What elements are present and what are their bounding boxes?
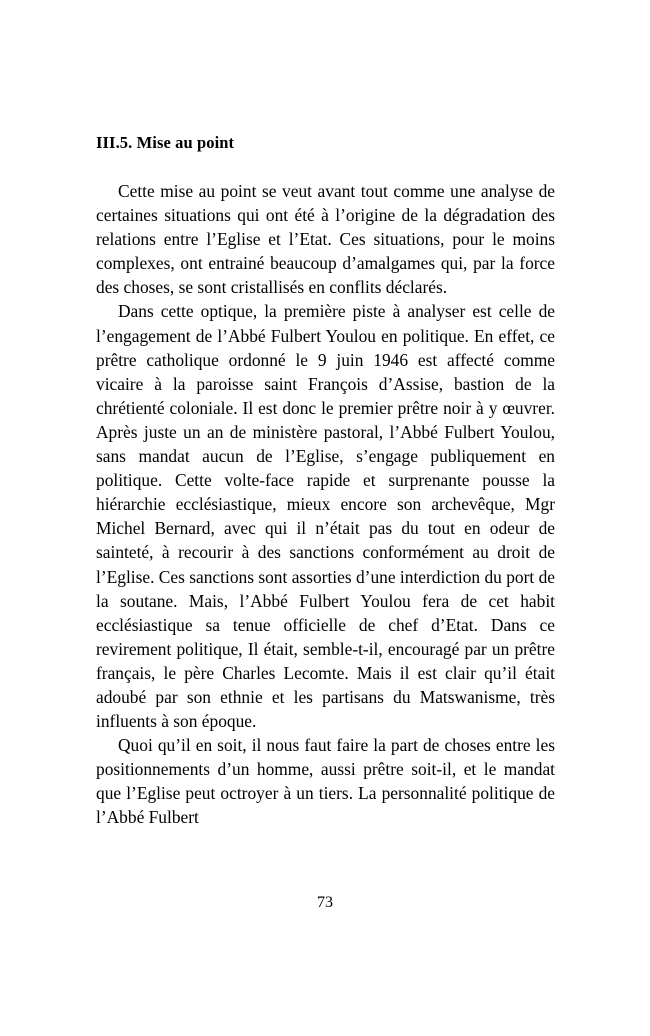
body-paragraph: Dans cette optique, la première piste à analyser est celle de l’engagement de l’Abbé Fulbert Youlou en politique. En effet, ce prêtre catholique ordonné le 9 juin 1946 est affecté comme vicaire à la paroisse saint François d’Assise, bastion de la chrétienté coloniale. Il est donc le premier prêtre noir à y œuvrer. Après juste un an de ministère pastoral, l’Abbé Fulbert Youlou, sans mandat aucun de l’Eglise, s’engage publiquement en politique. Cette volte-face rapide et surprenante pousse la hiérarchie ecclésiastique, mieux encore son archevêque, Mgr Michel Bernard, avec qui il n’était pas du tout en odeur de sainteté, à recourir à des sanctions conformément au droit de l’Eglise. Ces sanctions sont assorties d’une interdiction du port de la soutane. Mais, l’Abbé Fulbert Youlou fera de cet habit ecclésiastique sa tenue officielle de chef d’Etat. Dans ce revirement politique, Il était, semble-t-il, encouragé par un prêtre français, le père Charles Lecomte. Mais il est clair qu’il était adoubé par son ethnie et les partisans du Matswanisme, très influents à son époque. — [96, 301, 555, 732]
body-paragraph: Cette mise au point se veut avant tout comme une analyse de certaines situations qui ont été à l’origine de la dégradation des relations entre l’Eglise et l’Etat. Ces situations, pour le moins complexes, ont entrainé beaucoup d’amalgames qui, par la force des choses, se sont cristallisés en conflits déclarés. — [96, 181, 555, 298]
section-heading: III.5. Mise au point — [96, 133, 235, 152]
body-paragraph: Quoi qu’il en soit, il nous faut faire la part de choses entre les positionnements d’un homme, aussi prêtre soit-il, et le mandat que l’Eglise peut octroyer à un tiers. La personnalité politique de l’Abbé Fulbert — [96, 735, 555, 828]
page-number: 73 — [317, 894, 333, 911]
text-column — [96, 132, 555, 830]
